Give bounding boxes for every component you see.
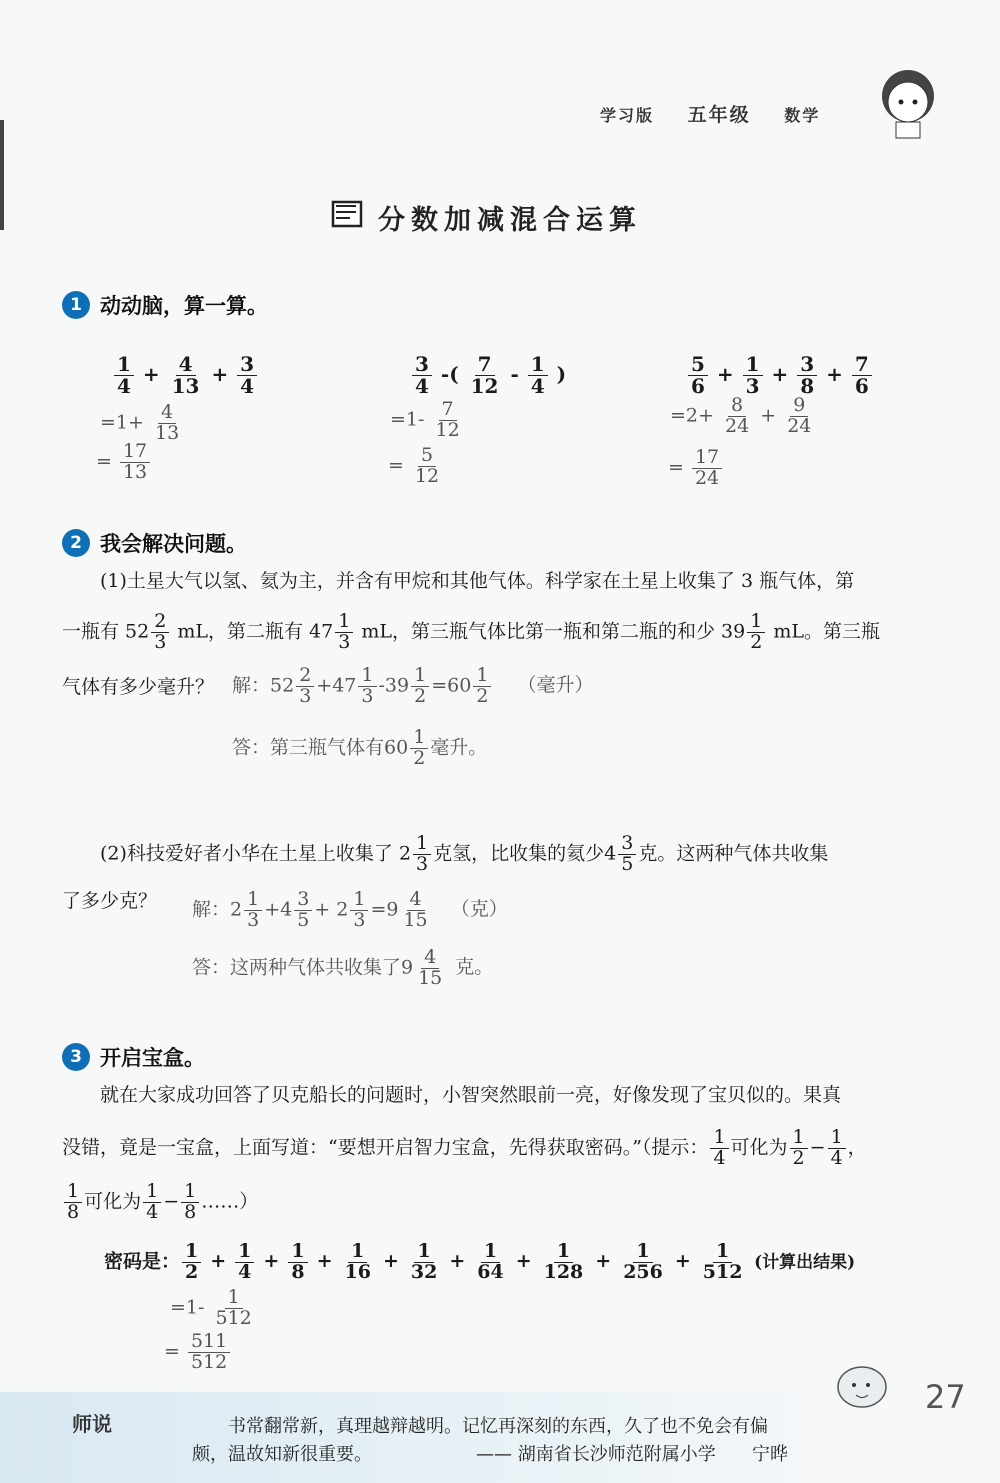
q1-line-1: (1)土星大气以氢、氦为主，并含有甲烷和其他气体。科学家在土星上收集了 3 瓶气体，第 [100,570,855,592]
q2-line-1: (2)科技爱好者小华在土星上收集了 2 $\frac{1}{3}$ 克氢，比收集的氦少4 $\frac{3}{5}$ 克。这两种气体共收集 [100,832,829,875]
calc-3-step-2: =2+ $\frac{8}{24}$ + $\frac{9}{24}$ [670,394,812,437]
footer-source: —— 湖南省长沙师范附属小学 [476,1444,716,1465]
header-edition: 学习版 [600,106,655,125]
section-number-badge: 1 [62,291,90,319]
password-term: $\frac{1}{2}$ [182,1242,201,1283]
plus-sign: + [595,1250,612,1273]
password-term: $\frac{1}{256}$ [623,1240,663,1283]
header-subject: 数学 [784,106,821,125]
password-term: $\frac{1}{64}$ [477,1240,504,1283]
section-3-heading [62,1042,205,1072]
q1-line-3: 气体有多少毫升？ [62,676,215,698]
footer-label: 师说 [72,1412,112,1436]
calc-2-step-2: =1- $\frac{7}{12}$ [390,398,460,441]
page-title: 分数加减混合运算 [378,205,642,236]
password-term: $\frac{1}{32}$ [410,1240,438,1283]
password-terms [180,1240,747,1283]
plus-sign: + [382,1250,399,1273]
page-header [600,100,846,127]
section-1-heading [62,290,268,320]
page-edge-mark [0,120,4,230]
section-title: 我会解决问题。 [100,532,247,556]
section-number-badge: 2 [62,529,90,557]
plus-sign: + [210,1250,227,1273]
plus-sign: + [316,1250,333,1273]
book-icon [330,196,366,232]
q3-line-2: 没错，竟是一宝盒，上面写道：“要想开启智力宝盒，先得获取密码。”（提示： $\frac{1}{4}$ 可化为 $\frac{1}{2}$ − $\frac{1}{4}$ ， [62,1126,867,1169]
footer-quote-line-1: 书常翻常新，真理越辩越明。记忆再深刻的东西，久了也不免会有偏 [228,1416,768,1437]
password-note: (计算出结果) [754,1252,856,1273]
password-term: $\frac{1}{16}$ [344,1240,371,1283]
plus-sign: + [674,1250,691,1273]
section-title: 动动脑，算一算。 [100,294,268,318]
password-step-3: = $\frac{511}{512}$ [164,1332,232,1373]
password-term: $\frac{1}{4}$ [235,1242,254,1283]
q3-line-3: $\frac{1}{8}$ 可化为 $\frac{1}{4}$ − $\frac{1}{8}$ ……） [62,1182,258,1223]
header-grade: 五年级 [687,104,751,126]
section-2-heading [62,528,247,558]
cartoon-girl-icon [868,62,948,142]
section-number-badge: 3 [62,1043,90,1071]
calc-1-step-2: =1+ $\frac{4}{13}$ [100,401,180,444]
password-expression [104,1242,855,1283]
password-term: $\frac{1}{512}$ [702,1240,743,1283]
q1-line-2: 一瓶有 52 $\frac{2}{3}$ mL，第二瓶有 47 $\frac{1}{3}$ mL，第三瓶气体比第一瓶和第二瓶的和少 39 $\frac{1}{2}$ mL。第三瓶 [62,610,880,653]
calc-3-step-3: = $\frac{17}{24}$ [668,448,724,489]
snail-icon [832,1355,922,1415]
password-term: $\frac{1}{128}$ [543,1240,584,1283]
q2-solution: 解：2 $\frac{1}{3}$ +4 $\frac{3}{5}$ + 2 $\frac{1}{3}$ =9 $\frac{4}{15}$ （克） [192,888,508,931]
calc-1-step-3: = $\frac{17}{13}$ [96,442,152,483]
password-step-2: =1- $\frac{1}{512}$ [170,1286,252,1329]
password-label: 密码是： [104,1250,181,1273]
q1-solution: 解：52 $\frac{2}{3}$ +47 $\frac{1}{3}$ -39 $\frac{1}{2}$ =60 $\frac{1}{2}$ （毫升） [232,664,594,707]
footer-quote-line-2: 颇，温故知新很重要。 [192,1444,372,1465]
calc-2-expression: $\frac{3}{4}$ -( $\frac{7}{12}$ - $\frac{1}{4}$ ) [410,354,566,397]
plus-sign: + [263,1250,280,1273]
q2-line-2: 了多少克？ [62,890,158,912]
section-title: 开启宝盒。 [100,1046,205,1070]
calc-1-expression: $\frac{1}{4}$ + $\frac{4}{13}$ + $\frac{3}{4}$ [112,354,259,397]
q2-answer: 答：这两种气体共收集了9 $\frac{4}{15}$ 克。 [192,946,494,989]
footer-author: 宁晔 [752,1444,788,1465]
q3-line-1: 就在大家成功回答了贝克船长的问题时，小智突然眼前一亮，好像发现了宝贝似的。果真 [100,1084,842,1106]
password-term: $\frac{1}{8}$ [288,1242,307,1283]
calc-3-expression: $\frac{5}{6}$ + $\frac{1}{3}$ + $\frac{3}{8}$ + $\frac{7}{6}$ [686,354,874,397]
q1-answer: 答：第三瓶气体有60 $\frac{1}{2}$ 毫升。 [232,726,488,769]
calc-2-step-3: = $\frac{5}{12}$ [388,444,440,487]
plus-sign: + [449,1250,466,1273]
plus-sign: + [515,1250,532,1273]
page-number: 27 [925,1378,966,1416]
